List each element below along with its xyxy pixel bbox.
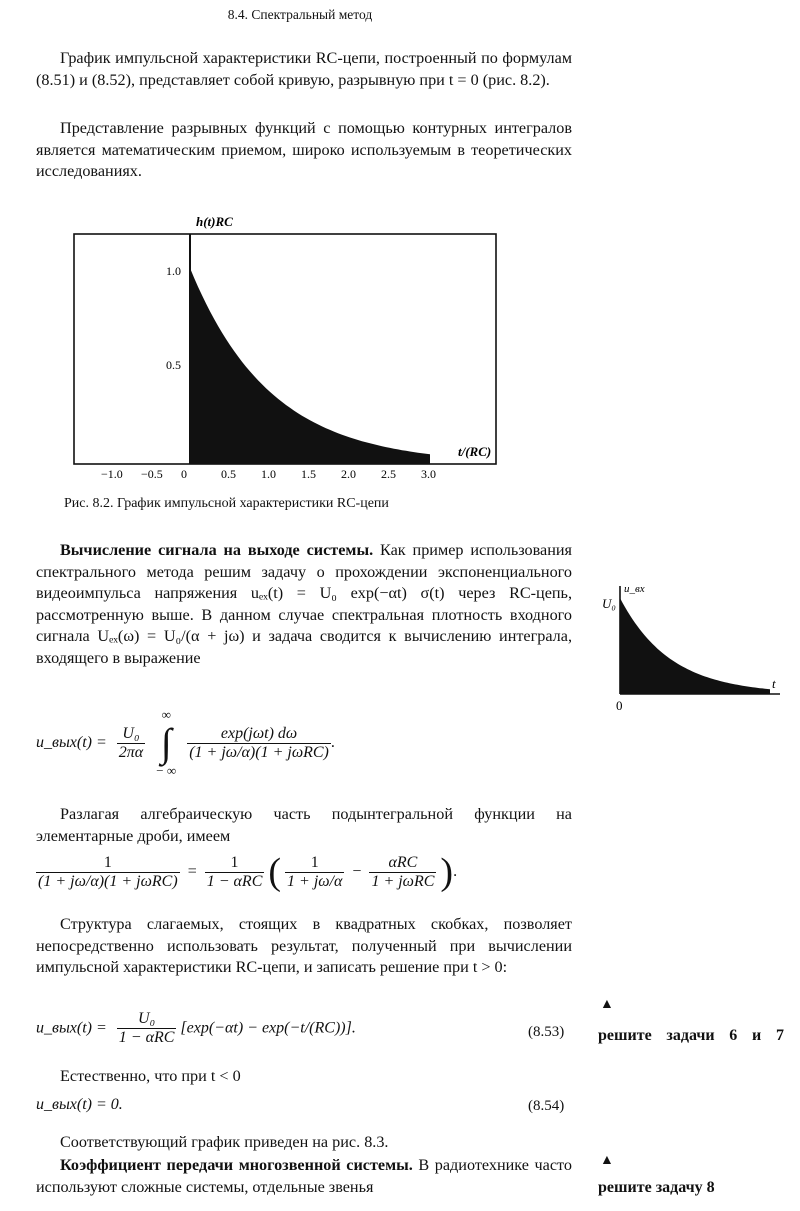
paragraph-3: Разлагая алгебраическую часть подынтегральной функции на элементарные дроби, имеем [36,805,572,845]
triangle-marker-icon: ▲ [600,997,614,1012]
equation-integral: u_вых(t) = $\frac{\text{U₀}}{2\pi\alpha}$ ∞ ∫ − ∞ $\frac{\text{exp(jωt) dω}}{\text{(1 + jω/α)(1 + jωRC)}}$ . [36,707,335,778]
margin-note-2: решите задачу 8 [598,1179,715,1196]
equation-8-53 [36,1010,356,1047]
x-tick-label: 0.5 [221,467,236,481]
small-y-label: u_вх [624,583,645,595]
section-text-1: Как пример использования спектрального метода решим задачу о прохождении экспоненциального видеоимпульса напряжения uₑₓ(t) = U₀ exp(−αt) σ(t) через RC-цепь, рассмотренную выше. В данном случае спектральная плотность входного сигнала Uₑₓ(ω) = U₀/(α + jω) и задача сводится к вычислению интеграла, входящего в выражение [36,541,572,667]
triangle-marker-2-icon: ▲ [600,1153,614,1168]
x-tick-label: 1.5 [301,467,316,481]
eq-int-coef [117,725,145,762]
paragraph-4: Структура слагаемых, стоящих в квадратных скобках, позволяет непосредственно использовать результат, полученный при вычислении импульсной характеристики RC-цепи, и записать решение при t > 0: [36,915,572,976]
x-tick-label: 2.0 [341,467,356,481]
equation-number-8-54: (8.54) [528,1098,565,1114]
eq-frac-lhs [36,854,180,891]
x-tick-label: 0 [181,467,187,481]
x-tick-labels [101,467,436,481]
figure-8-2-chart [60,210,530,482]
eq-int-integrand [187,725,331,762]
section-heading-1: Вычисление сигнала на выходе системы. [60,541,374,559]
eq-int-num: exp(jωt) dω [220,724,298,742]
eq853-lhs: u_вых(t) = [36,1019,107,1037]
x-tick-label: −1.0 [101,467,123,481]
impulse-response-area [190,268,430,464]
margin-note-1: решите задачи 6 и 7 [598,1027,784,1044]
section-heading-2: Коэффициент передачи многозвенной системы. [60,1156,413,1174]
eq-frac-coef-num: 1 [230,853,239,871]
equation-8-54: u_вых(t) = 0. [36,1096,123,1113]
eq-frac-lhs-den: (1 + jω/α)(1 + jωRC) [38,872,178,890]
eq-int-den: (1 + jω/α)(1 + jωRC) [189,743,329,761]
eq-frac-b-den: 1 + jωRC [371,872,435,890]
y-tick-label-2: 0.5 [166,358,181,372]
eq-frac-lhs-num: 1 [103,853,112,871]
y-axis-label: h(t)RC [196,214,233,229]
eq853-den: 1 − αRC [118,1029,175,1046]
eq-frac-b [369,854,436,891]
small-origin-label: 0 [616,698,623,713]
eq-int-lhs: u_вых(t) = [36,734,107,751]
small-amp-label: U₀ [602,596,616,611]
eq-int-coef-num: U₀ [122,724,140,742]
paragraph-1: График импульсной характеристики RC-цепи, построенный по формулам (8.51) и (8.52), представляет собой кривую, разрывную при t = 0 (рис. 8.2). [36,49,572,89]
eq853-frac [117,1010,177,1047]
integral-lower: − ∞ [156,763,177,778]
integral-sign: ∞ ∫ − ∞ [153,708,179,778]
x-tick-label: 3.0 [421,467,436,481]
paragraph-6: Соответствующий график приведен на рис. 8.3. [60,1133,389,1151]
figure-caption: Рис. 8.2. График импульсной характеристики RC-цепи [64,496,389,511]
small-x-label: t [772,676,776,691]
eq-frac-b-num: αRC [388,853,418,871]
eq-frac-a-num: 1 [310,853,319,871]
x-axis-label: t/(RC) [458,444,492,459]
paragraph-section-1 [36,540,572,669]
eq-frac-a [285,854,344,891]
paragraph-5: Естественно, что при t < 0 [60,1067,241,1085]
paragraph-section-2 [36,1155,572,1198]
eq-frac-coef-den: 1 − αRC [206,872,263,890]
x-tick-label: −0.5 [141,467,163,481]
figure-8-3-chart [596,578,786,714]
eq853-num: U₀ [138,1010,156,1027]
integral-upper: ∞ [161,707,171,722]
equation-number-8-53: (8.53) [528,1024,565,1040]
y-tick-label-1: 1.0 [166,264,181,278]
x-tick-label: 1.0 [261,467,276,481]
eq-frac-coef [205,854,265,891]
running-header: 8.4. Спектральный метод [227,7,373,22]
eq-frac-a-den: 1 + jω/α [287,872,343,890]
section-text-2: В радиотехнике часто используют сложные системы, отдельные звенья [36,1156,572,1196]
paragraph-2: Представление разрывных функций с помощью контурных интегралов является математическим приемом, широко используемым в теоретических исследованиях. [36,119,572,180]
equation-partial-fractions: $\frac{1}{\text{(1 + jω/α)(1 + jωRC)}}$ = $\frac{1}{\text{1 − αRC}}$ ( $\frac{1}{1 + j\omega/\alpha}$ − $\frac{\text{αRC}}{\text{1 + jωRC}}$ ). [38,851,458,893]
x-tick-label: 2.5 [381,467,396,481]
input-pulse-area [620,598,770,694]
eq-int-coef-den: 2πα [118,743,144,761]
eq853-rest: [exp(−αt) − exp(−t/(RC))]. [180,1019,356,1037]
